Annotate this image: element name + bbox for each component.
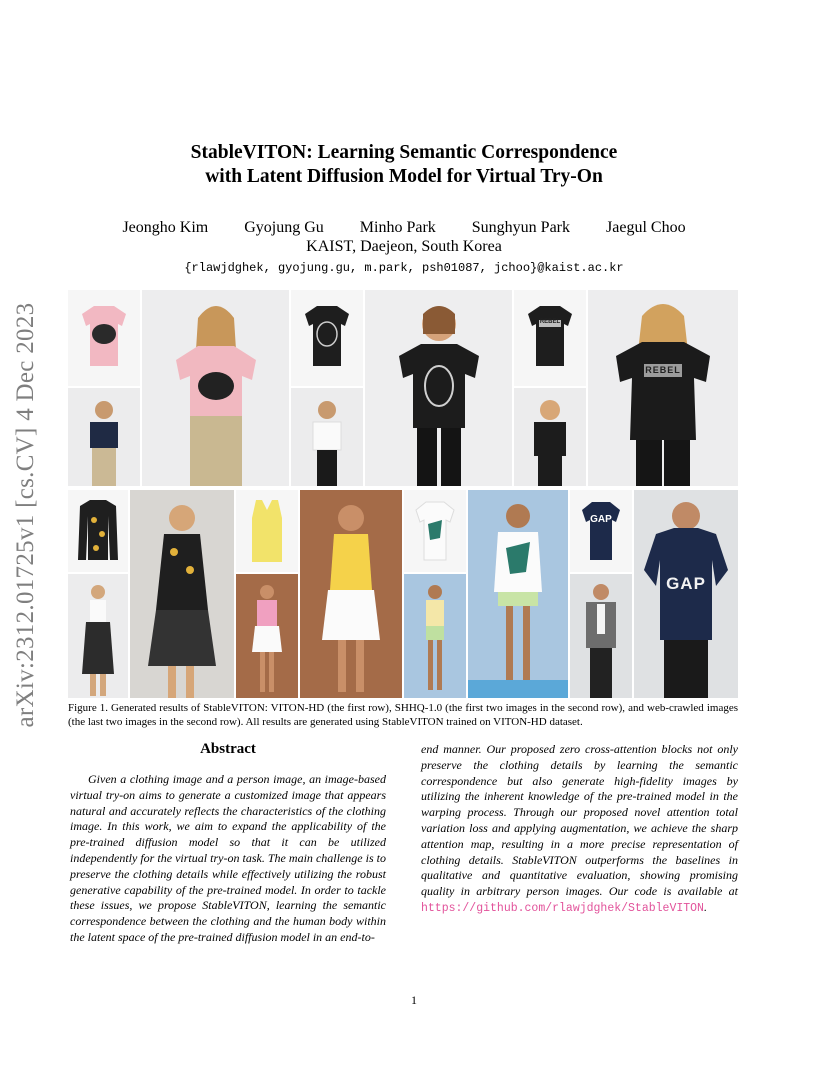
affiliation: KAIST, Daejeon, South Korea [306,238,502,255]
result-image-5 [300,490,402,698]
cloth-image-print-tee [404,490,466,572]
person-image-1 [68,388,140,486]
abstract-column-1: Given a clothing image and a person image, an image-based virtual try-on aims to generate a customized image that appears natural and accurately reflects the characteristics of the clothing image. In this work, we aim to expand the applicability of the pre-trained diffusion model so that it can be utilized independently for the virtual try-on task. The main challenge is to preserve the clothing details while effectively utilizing the robust generative capability of the pre-trained model. In order to tackle these issues, we propose StableVITON, learning the semantic correspondence between the clothing and the human body within the latent space of the pre-trained diffusion model in an end-to- [70,772,386,944]
page-number: 1 [411,993,417,1007]
author: Jaegul Choo [606,219,686,236]
email-list: {rlawjdghek, gyojung.gu, m.park, psh01087, jchoo}@kaist.ac.kr [184,261,624,275]
paper-title [70,141,738,189]
gap-print-small: GAP [590,514,612,525]
result-image-7 [634,490,738,698]
title-line-1: StableVITON: Learning Semantic Correspondence [190,142,618,163]
cloth-image-pink-tee [68,290,140,386]
person-image-5 [236,574,298,698]
cloth-image-gap-tee [570,490,632,572]
result-image-2 [365,290,512,486]
result-image-6 [468,490,568,698]
gap-print-large: GAP [666,574,706,593]
rebel-print-large: REBEL [645,365,681,375]
figure-1 [68,290,738,698]
person-image-3 [514,388,586,486]
author: Gyojung Gu [244,219,324,236]
author: Sunghyun Park [471,219,571,236]
abstract-column-2-text: end manner. Our proposed zero cross-attention blocks not only preserve the clothing details by learning the semantic correspondence but also generate high-fidelity images by utilizing the inherent knowledge of the pre-trained model in the warping process. Through our proposed novel attention total variation loss and applying augmentation, we achieve the sharp attention map, resulting in a more precise representation of clothing details. StableVITON outperforms the baselines in qualitative and quantitative evaluation, showing promising quality in arbitrary person images. Our code is available at [421,742,738,899]
author-list [70,219,738,237]
title-line-2: with Latent Diffusion Model for Virtual Try-On [205,166,603,187]
figure-caption: Figure 1. Generated results of StableVITON: VITON-HD (the first row), SHHQ-1.0 (the first two images in the second row), and web-crawled images (the last two images in the second row). All results are generated using StableVITON trained on VITON-HD dataset. [68,702,738,728]
result-image-4 [130,490,234,698]
cloth-image-floral-top [68,490,128,572]
rebel-print-small: REBEL [539,319,561,325]
person-image-7 [570,574,632,698]
person-image-6 [404,574,466,698]
author: Jeongho Kim [122,219,209,236]
cloth-image-rebel-tee [514,290,586,386]
abstract-heading: Abstract [200,741,256,757]
arxiv-stamp: arXiv:2312.01725v1 [cs.CV] 4 Dec 2023 [12,302,39,728]
abstract-column-2 [421,742,738,917]
figure-row-2 [68,490,738,698]
code-link[interactable]: https://github.com/rlawjdghek/StableVITON [421,901,704,915]
cloth-image-black-tee [291,290,363,386]
cloth-image-yellow-tank [236,490,298,572]
result-image-1 [142,290,289,486]
person-image-4 [68,574,128,698]
person-image-2 [291,388,363,486]
result-image-3 [588,290,738,486]
abstract-end-period: . [703,899,707,914]
author: Minho Park [359,219,436,236]
figure-row-1 [68,290,738,486]
